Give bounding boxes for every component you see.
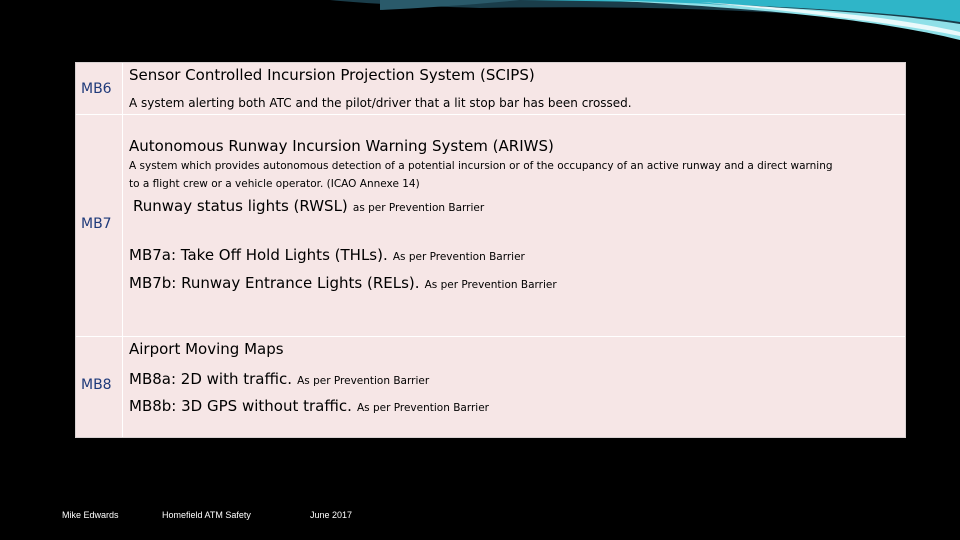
list-item xyxy=(129,396,489,415)
row-id: MB6 xyxy=(81,81,112,97)
row-title: Airport Moving Maps xyxy=(129,340,284,358)
item-note: As per Prevention Barrier xyxy=(392,251,525,263)
header-decoration xyxy=(0,0,960,60)
list-item xyxy=(129,245,525,264)
item-note: As per Prevention Barrier xyxy=(356,402,489,414)
table-row-mb8 xyxy=(76,337,905,437)
row-description-line1: A system which provides autonomous detection of a potential incursion or of the occupancy of an active runway and a direct warning xyxy=(129,160,833,172)
row-id-cell xyxy=(76,115,123,336)
row-title: Autonomous Runway Incursion Warning System (ARIWS) xyxy=(129,137,554,155)
row-id-cell xyxy=(76,337,123,437)
row-id: MB8 xyxy=(81,377,112,393)
list-item xyxy=(129,369,429,388)
footer-title: Homefield ATM Safety xyxy=(162,510,251,520)
row-id: MB7 xyxy=(81,216,112,232)
item-label: MB8a: 2D with traffic. xyxy=(129,370,293,388)
row-description: A system alerting both ATC and the pilot/driver that a lit stop bar has been crossed. xyxy=(129,96,632,110)
footer-date: June 2017 xyxy=(310,510,353,520)
table-row-mb6 xyxy=(76,63,905,115)
item-label: MB7b: Runway Entrance Lights (RELs). xyxy=(129,274,420,292)
list-item xyxy=(133,196,484,215)
item-note: As per Prevention Barrier xyxy=(424,279,557,291)
item-label: MB8b: 3D GPS without traffic. xyxy=(129,397,352,415)
table-row-mb7 xyxy=(76,115,905,337)
item-note: As per Prevention Barrier xyxy=(297,375,430,387)
item-label: Runway status lights (RWSL) xyxy=(133,197,348,215)
row-id-cell xyxy=(76,63,123,114)
item-note: as per Prevention Barrier xyxy=(352,202,485,214)
row-description-line2: to a flight crew or a vehicle operator. (ICAO Annexe 14) xyxy=(129,178,420,190)
list-item xyxy=(129,273,557,292)
row-title: Sensor Controlled Incursion Projection System (SCIPS) xyxy=(129,66,535,84)
item-label: MB7a: Take Off Hold Lights (THLs). xyxy=(129,246,388,264)
footer-author: Mike Edwards xyxy=(62,510,119,520)
barrier-table xyxy=(75,62,906,438)
